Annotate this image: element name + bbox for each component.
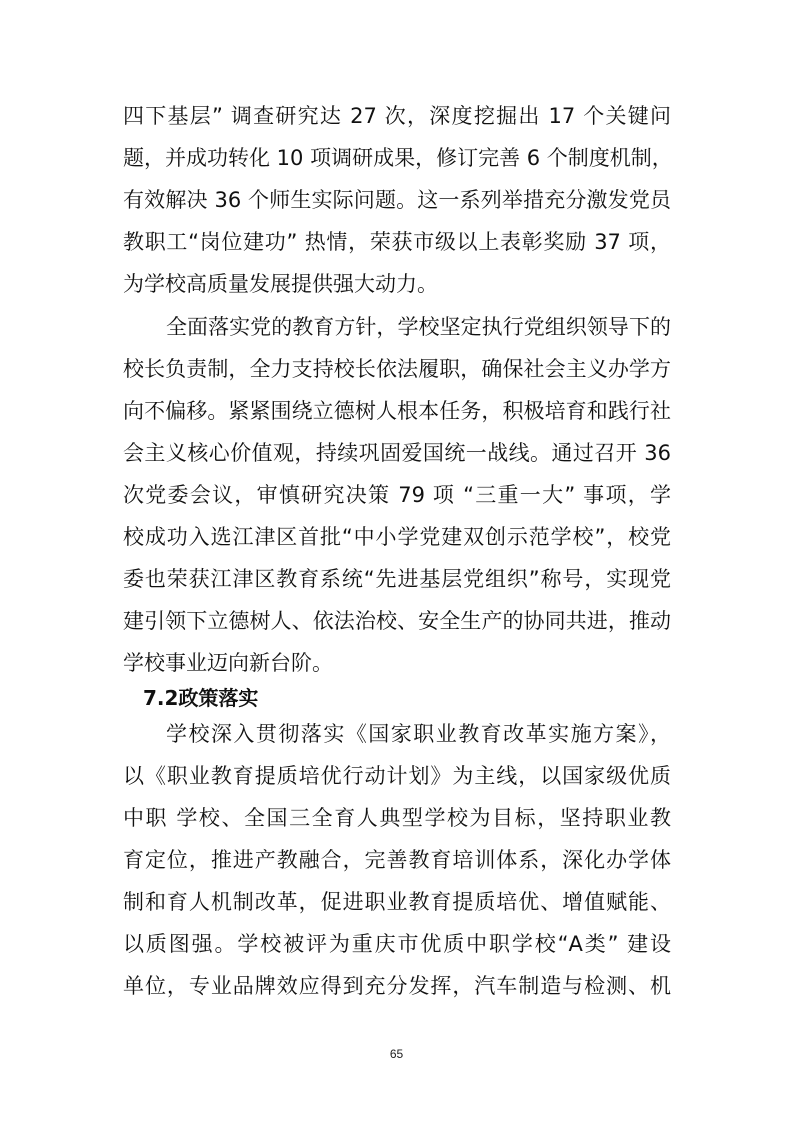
paragraph-1-line-1: 四下基层” 调查研究达 27 次，深度挖掘出 17 个关键问	[123, 104, 671, 128]
paragraph-1-line-3: 有效解决 36 个师生实际问题。这一系列举措充分激发党员	[123, 188, 671, 212]
paragraph-3-line-5: 制和育人机制改革，促进职业教育提质培优、增值赋能、	[123, 890, 671, 914]
paragraph-1-line-2: 题，并成功转化 10 项调研成果，修订完善 6 个制度机制，	[123, 146, 673, 170]
paragraph-2-line-2: 校长负责制，全力支持校长依法履职，确保社会主义办学方	[123, 357, 671, 381]
paragraph-3-line-1: 学校深入贯彻落实《国家职业教育改革实施方案》，	[166, 722, 671, 746]
paragraph-3-line-4: 育定位，推进产教融合，完善教育培训体系，深化办学体	[123, 848, 671, 872]
paragraph-3-line-3: 中职 学校、全国三全育人典型学校为目标，坚持职业教	[123, 806, 671, 830]
paragraph-3-line-2: 以《职业教育提质培优行动计划》为主线，以国家级优质	[123, 764, 671, 788]
page-number: 65	[389, 1047, 404, 1061]
paragraph-3-line-6: 以质图强。学校被评为重庆市优质中职学校“A类” 建设	[123, 932, 671, 956]
section-heading: 7.2政策落实	[143, 686, 259, 710]
paragraph-3-line-7: 单位，专业品牌效应得到充分发挥，汽车制造与检测、机	[123, 974, 671, 998]
paragraph-2-line-8: 建引领下立德树人、依法治校、安全生产的协同共进，推动	[123, 609, 671, 633]
paragraph-2-line-1: 全面落实党的教育方针，学校坚定执行党组织领导下的	[166, 315, 671, 339]
paragraph-1-line-5: 为学校高质量发展提供强大动力。	[123, 272, 438, 296]
paragraph-2-line-7: 委也荣获江津区教育系统“先进基层党组织”称号，实现党	[123, 567, 671, 591]
paragraph-2-line-4: 会主义核心价值观，持续巩固爱国统一战线。通过召开 36	[123, 441, 671, 465]
paragraph-1-line-4: 教职工“岗位建功” 热情，荣获市级以上表彰奖励 37 项，	[123, 230, 671, 254]
paragraph-2-line-9: 学校事业迈向新台阶。	[123, 651, 333, 675]
paragraph-2-line-5: 次党委会议，审慎研究决策 79 项 “三重一大” 事项，学	[123, 483, 671, 507]
paragraph-2-line-6: 校成功入选江津区首批“中小学党建双创示范学校”，校党	[123, 525, 671, 549]
paragraph-2-line-3: 向不偏移。紧紧围绕立德树人根本任务，积极培育和践行社	[123, 399, 671, 423]
